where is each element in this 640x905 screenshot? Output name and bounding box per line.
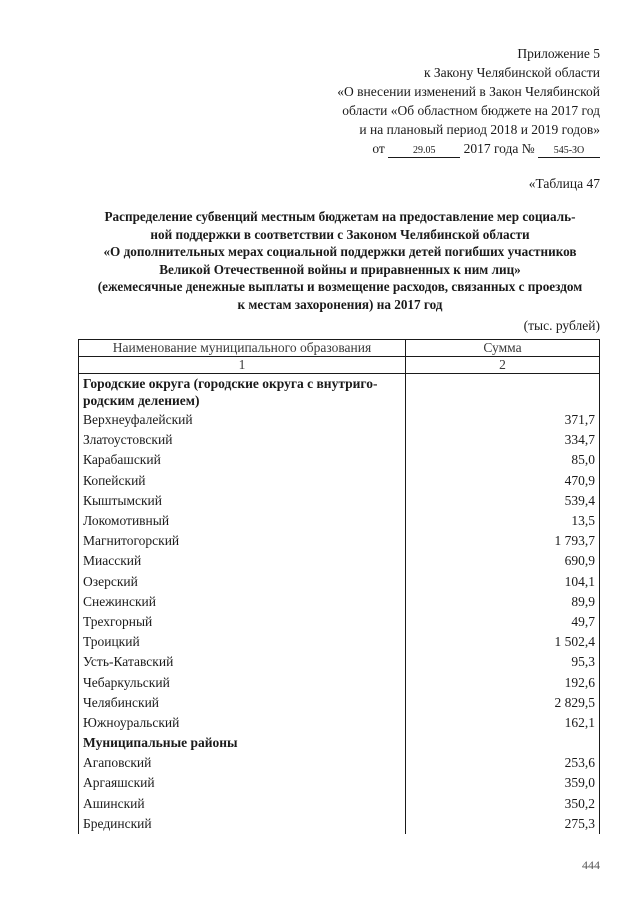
subsidy-amount: 2 829,5 xyxy=(406,693,600,713)
date-field: 29.05 xyxy=(388,145,460,158)
subsidy-amount: 371,7 xyxy=(406,410,600,430)
municipality-name: Трехгорный xyxy=(79,612,406,632)
table-row xyxy=(79,592,600,612)
document-title xyxy=(78,208,602,313)
date-year: 2017 года № xyxy=(463,141,535,156)
table-row xyxy=(79,471,600,491)
title-line: ной поддержки в соответствии с Законом Челябинской области xyxy=(150,226,530,242)
table-row xyxy=(79,572,600,592)
title-line: (ежемесячные денежные выплаты и возмещение расходов, связанных с проездом xyxy=(97,279,583,294)
table-row xyxy=(79,491,600,511)
column-header-amount: Сумма xyxy=(406,340,600,357)
municipality-name: Усть-Катавский xyxy=(79,652,406,672)
law-title-line: области «Об областном бюджете на 2017 год xyxy=(342,103,600,118)
municipality-name: Златоустовский xyxy=(79,430,406,450)
subsidy-amount: 192,6 xyxy=(406,672,600,692)
subsidy-amount: 85,0 xyxy=(406,450,600,470)
column-header-name: Наименование муниципального образования xyxy=(79,340,406,357)
units-label: (тыс. рублей) xyxy=(523,318,600,333)
table-row xyxy=(79,713,600,733)
law-date-line xyxy=(270,139,600,158)
title-line: Великой Отечественной войны и приравненных к ним лиц» xyxy=(159,261,521,277)
subsidy-table xyxy=(78,339,600,834)
section-row xyxy=(79,733,600,753)
subsidy-amount: 1 793,7 xyxy=(406,531,600,551)
table-row xyxy=(79,773,600,793)
table-row xyxy=(79,450,600,470)
subsidy-amount: 1 502,4 xyxy=(406,632,600,652)
subsidy-amount: 95,3 xyxy=(406,652,600,672)
table-row xyxy=(79,511,600,531)
table-row xyxy=(79,753,600,773)
section-title: Городские округа (городские округа с внутриго-родским делением) xyxy=(79,374,406,411)
municipality-name: Озерский xyxy=(79,572,406,592)
municipality-name: Троицкий xyxy=(79,632,406,652)
table-reference: «Таблица 47 xyxy=(528,176,600,191)
municipality-name: Чебаркульский xyxy=(79,672,406,692)
subsidy-amount: 253,6 xyxy=(406,753,600,773)
subsidy-amount: 162,1 xyxy=(406,713,600,733)
table-row xyxy=(79,531,600,551)
column-number-2: 2 xyxy=(406,357,600,374)
municipality-name: Челябинский xyxy=(79,693,406,713)
subsidy-amount: 470,9 xyxy=(406,471,600,491)
subsidy-amount: 539,4 xyxy=(406,491,600,511)
municipality-name: Брединский xyxy=(79,814,406,834)
table-row xyxy=(79,814,600,834)
law-number-field: 545-ЗО xyxy=(538,145,600,158)
appendix-header xyxy=(270,44,600,158)
table-row xyxy=(79,430,600,450)
table-row xyxy=(79,632,600,652)
table-row xyxy=(79,672,600,692)
title-line: «О дополнительных мерах социальной поддержки детей погибших участников xyxy=(103,244,577,259)
municipality-name: Копейский xyxy=(79,471,406,491)
municipality-name: Локомотивный xyxy=(79,511,406,531)
municipality-name: Агаповский xyxy=(79,753,406,773)
municipality-name: Аргаяшский xyxy=(79,773,406,793)
table-row xyxy=(79,410,600,430)
table-row xyxy=(79,551,600,571)
section-row xyxy=(79,374,600,411)
table-row xyxy=(79,693,600,713)
table-row xyxy=(79,652,600,672)
subsidy-amount: 334,7 xyxy=(406,430,600,450)
subsidy-amount: 275,3 xyxy=(406,814,600,834)
municipality-name: Карабашский xyxy=(79,450,406,470)
law-title-line: «О внесении изменений в Закон Челябинской xyxy=(337,84,600,99)
municipality-name: Магнитогорский xyxy=(79,531,406,551)
municipality-name: Снежинский xyxy=(79,592,406,612)
subsidy-amount: 350,2 xyxy=(406,794,600,814)
table-row xyxy=(79,612,600,632)
subsidy-amount: 89,9 xyxy=(406,592,600,612)
section-title: Муниципальные районы xyxy=(79,733,406,753)
law-reference: к Закону Челябинской области xyxy=(423,65,600,80)
title-line: Распределение субвенций местным бюджетам на предоставление мер социаль- xyxy=(104,209,576,224)
date-prefix: от xyxy=(372,141,385,156)
subsidy-amount: 49,7 xyxy=(406,612,600,632)
subsidy-amount: 104,1 xyxy=(406,572,600,592)
subsidy-amount: 13,5 xyxy=(406,511,600,531)
subsidy-amount: 690,9 xyxy=(406,551,600,571)
municipality-name: Верхнеуфалейский xyxy=(79,410,406,430)
subsidy-amount: 359,0 xyxy=(406,773,600,793)
municipality-name: Ашинский xyxy=(79,794,406,814)
title-line: к местам захоронения) на 2017 год xyxy=(237,296,443,312)
municipality-name: Южноуральский xyxy=(79,713,406,733)
appendix-label: Приложение 5 xyxy=(517,46,600,61)
municipality-name: Кыштымский xyxy=(79,491,406,511)
table-row xyxy=(79,794,600,814)
law-title-line: и на плановый период 2018 и 2019 годов» xyxy=(359,122,600,137)
municipality-name: Миасский xyxy=(79,551,406,571)
column-number-1: 1 xyxy=(79,357,406,374)
page-number: 444 xyxy=(582,858,600,872)
